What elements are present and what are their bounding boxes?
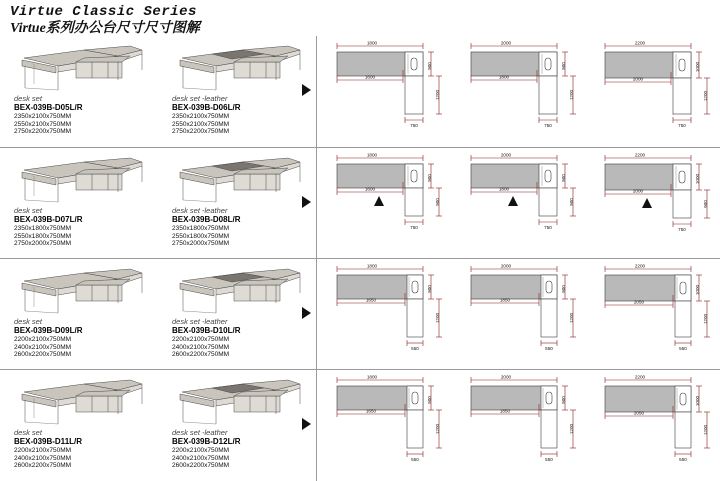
technical-drawing <box>319 370 453 481</box>
product-type: desk set -leather <box>172 94 228 103</box>
product-dimensions <box>14 113 156 136</box>
dim-side-height: 1200 <box>703 313 708 325</box>
dim-inner-width: 1600 <box>364 186 376 192</box>
product-code: BEX-039B-D11L/R <box>14 437 83 446</box>
product-photos-cell <box>0 36 316 147</box>
dim-side-height: 1200 <box>435 423 440 435</box>
product-type: desk set <box>14 317 42 326</box>
desk-set-leather-photo <box>172 374 304 426</box>
dim-return-width: 750 <box>544 225 552 230</box>
dim-inner-width: 1800 <box>498 186 510 192</box>
dim-inner-width: 1600 <box>364 74 376 80</box>
dim-top-width: 2000 <box>500 374 512 380</box>
product-type: desk set -leather <box>172 206 228 215</box>
dim-side-height: 1200 <box>569 423 574 435</box>
product-entry[interactable] <box>158 150 316 257</box>
dimension-line: 2600x2200x750MM <box>172 351 230 359</box>
technical-drawing <box>587 36 720 147</box>
technical-drawing <box>319 148 453 259</box>
dim-return-width: 550 <box>679 457 687 462</box>
dim-inner-width: 2000 <box>632 188 644 194</box>
technical-drawing <box>319 36 453 147</box>
dim-inner-width: 1850 <box>499 408 511 414</box>
desk-set-leather-photo <box>172 40 304 92</box>
dimension-line: 2550x1800x750MM <box>172 232 230 240</box>
dim-return-width: 550 <box>411 457 419 462</box>
page-title-cn: Virtue系列办公台尺寸尺寸图解 <box>10 21 200 36</box>
dimension-line: 2600x2200x750MM <box>14 462 72 470</box>
product-code: BEX-039B-D10L/R <box>172 326 241 335</box>
product-entry[interactable] <box>0 150 158 257</box>
dimension-line: 2400x2100x750MM <box>172 454 230 462</box>
dimension-line: 2600x2200x750MM <box>14 351 72 359</box>
dim-right-height: 1000 <box>695 395 700 407</box>
dim-top-width: 1800 <box>366 263 378 269</box>
technical-drawings-cell <box>316 36 720 147</box>
product-dimensions <box>14 336 156 359</box>
product-entry[interactable] <box>0 38 158 145</box>
arrow-right-icon <box>302 196 311 208</box>
dimension-line: 2550x1800x750MM <box>14 232 72 240</box>
dimension-line: 2750x2200x750MM <box>172 128 230 136</box>
dim-inner-width: 2050 <box>633 410 645 416</box>
dimension-line: 2350x2100x750MM <box>172 113 230 120</box>
technical-drawing <box>453 259 587 370</box>
product-code: BEX-039B-D06L/R <box>172 103 241 112</box>
dim-right-height: 1000 <box>695 61 700 73</box>
dim-return-width: 750 <box>410 225 418 230</box>
dimension-line: 2550x2100x750MM <box>172 120 230 128</box>
dim-right-height: 900 <box>427 285 432 293</box>
dim-side-height: 1200 <box>569 312 574 324</box>
product-caption <box>14 94 156 136</box>
dimension-line: 2200x2100x750MM <box>14 336 72 343</box>
dim-right-height: 900 <box>427 62 432 70</box>
dim-side-height: 1200 <box>569 89 574 101</box>
product-code: BEX-039B-D12L/R <box>172 437 241 446</box>
catalog-sheet <box>0 36 720 480</box>
dim-right-height: 900 <box>427 396 432 404</box>
product-entry[interactable] <box>158 261 316 368</box>
dim-return-width: 550 <box>545 457 553 462</box>
arrow-right-icon <box>302 307 311 319</box>
dim-top-width: 2000 <box>500 263 512 269</box>
arrow-right-icon <box>302 84 311 96</box>
technical-drawing <box>587 259 720 370</box>
product-caption <box>14 206 156 248</box>
product-photos-cell <box>0 259 316 370</box>
product-dimensions <box>172 113 314 136</box>
table-row <box>0 147 720 258</box>
dim-right-height: 900 <box>561 62 566 70</box>
dim-side-height: 1200 <box>435 312 440 324</box>
dim-top-width: 2000 <box>500 40 512 46</box>
product-caption <box>172 317 314 359</box>
dimension-line: 2400x2100x750MM <box>14 454 72 462</box>
marker-triangle-icon <box>374 196 384 206</box>
technical-drawing <box>319 259 453 370</box>
dimension-line: 2550x2100x750MM <box>14 120 72 128</box>
dim-return-width: 550 <box>411 346 419 351</box>
page-title-en: Virtue Classic Series <box>10 4 197 20</box>
product-type: desk set <box>14 206 42 215</box>
arrow-right-icon <box>302 418 311 430</box>
dim-inner-width: 2000 <box>632 76 644 82</box>
desk-set-leather-photo <box>172 152 304 204</box>
dim-return-width: 750 <box>410 123 418 128</box>
dim-inner-width: 2050 <box>633 299 645 305</box>
dim-side-height: 1200 <box>703 424 708 436</box>
technical-drawing <box>453 148 587 259</box>
dimension-line: 2200x2100x750MM <box>14 447 72 454</box>
product-dimensions <box>14 447 156 470</box>
dim-inner-width: 1650 <box>365 408 377 414</box>
product-code: BEX-039B-D09L/R <box>14 326 83 335</box>
marker-triangle-icon <box>508 196 518 206</box>
dim-top-width: 2200 <box>634 152 646 158</box>
dim-right-height: 900 <box>561 285 566 293</box>
desk-set-photo <box>14 40 146 92</box>
dimension-line: 2600x2200x750MM <box>172 462 230 470</box>
product-type: desk set <box>14 94 42 103</box>
page-header <box>10 4 200 38</box>
dim-inner-width: 1650 <box>365 297 377 303</box>
desk-set-leather-photo <box>172 263 304 315</box>
product-type: desk set <box>14 428 42 437</box>
dim-right-height: 1000 <box>695 173 700 185</box>
product-code: BEX-039B-D07L/R <box>14 215 83 224</box>
dim-side-height: 900 <box>703 200 708 208</box>
dim-top-width: 2200 <box>634 374 646 380</box>
product-caption <box>172 94 314 136</box>
technical-drawings-cell <box>316 370 720 481</box>
desk-set-photo <box>14 263 146 315</box>
table-row <box>0 36 720 147</box>
product-entry[interactable] <box>158 372 316 479</box>
table-row <box>0 369 720 480</box>
dimension-line: 2200x2100x750MM <box>172 447 230 454</box>
dim-side-height: 900 <box>569 198 574 206</box>
dim-right-height: 1000 <box>695 284 700 296</box>
product-entry[interactable] <box>0 372 158 479</box>
product-caption <box>14 317 156 359</box>
product-type: desk set -leather <box>172 317 228 326</box>
dim-top-width: 1800 <box>366 374 378 380</box>
dim-right-height: 900 <box>561 174 566 182</box>
technical-drawing <box>587 370 720 481</box>
dim-return-width: 550 <box>545 346 553 351</box>
dim-top-width: 2200 <box>634 263 646 269</box>
technical-drawing <box>587 148 720 259</box>
dim-side-height: 900 <box>435 198 440 206</box>
dim-right-height: 900 <box>427 174 432 182</box>
dim-top-width: 1800 <box>366 40 378 46</box>
technical-drawings-cell <box>316 259 720 370</box>
dim-return-width: 550 <box>679 346 687 351</box>
dimension-line: 2200x2100x750MM <box>172 336 230 343</box>
product-photos-cell <box>0 148 316 259</box>
product-entry[interactable] <box>158 38 316 145</box>
dim-side-height: 1200 <box>703 90 708 102</box>
dim-inner-width: 1850 <box>499 297 511 303</box>
technical-drawing <box>453 370 587 481</box>
technical-drawing <box>453 36 587 147</box>
product-entry[interactable] <box>0 261 158 368</box>
product-type: desk set -leather <box>172 428 228 437</box>
product-dimensions <box>172 225 314 248</box>
dim-return-width: 750 <box>678 227 686 232</box>
dimension-line: 2350x1800x750MM <box>172 225 230 232</box>
desk-set-photo <box>14 374 146 426</box>
product-caption <box>172 428 314 470</box>
dimension-line: 2750x2000x750MM <box>172 240 230 248</box>
dim-return-width: 750 <box>678 123 686 128</box>
dim-right-height: 900 <box>561 396 566 404</box>
marker-triangle-icon <box>642 198 652 208</box>
product-dimensions <box>172 336 314 359</box>
technical-drawings-cell <box>316 148 720 259</box>
desk-set-photo <box>14 152 146 204</box>
product-dimensions <box>14 225 156 248</box>
product-dimensions <box>172 447 314 470</box>
dim-inner-width: 1800 <box>498 74 510 80</box>
dim-top-width: 2200 <box>634 40 646 46</box>
dimension-line: 2350x2100x750MM <box>14 113 72 120</box>
dimension-line: 2400x2100x750MM <box>14 343 72 351</box>
dimension-line: 2400x2100x750MM <box>172 343 230 351</box>
product-code: BEX-039B-D08L/R <box>172 215 241 224</box>
product-caption <box>14 428 156 470</box>
dimension-line: 2350x1800x750MM <box>14 225 72 232</box>
dim-side-height: 1200 <box>435 89 440 101</box>
dimension-line: 2750x2000x750MM <box>14 240 72 248</box>
product-code: BEX-039B-D05L/R <box>14 103 83 112</box>
dim-top-width: 2000 <box>500 152 512 158</box>
product-photos-cell <box>0 370 316 481</box>
dim-top-width: 1800 <box>366 152 378 158</box>
dim-return-width: 750 <box>544 123 552 128</box>
dimension-line: 2750x2200x750MM <box>14 128 72 136</box>
product-caption <box>172 206 314 248</box>
table-row <box>0 258 720 369</box>
